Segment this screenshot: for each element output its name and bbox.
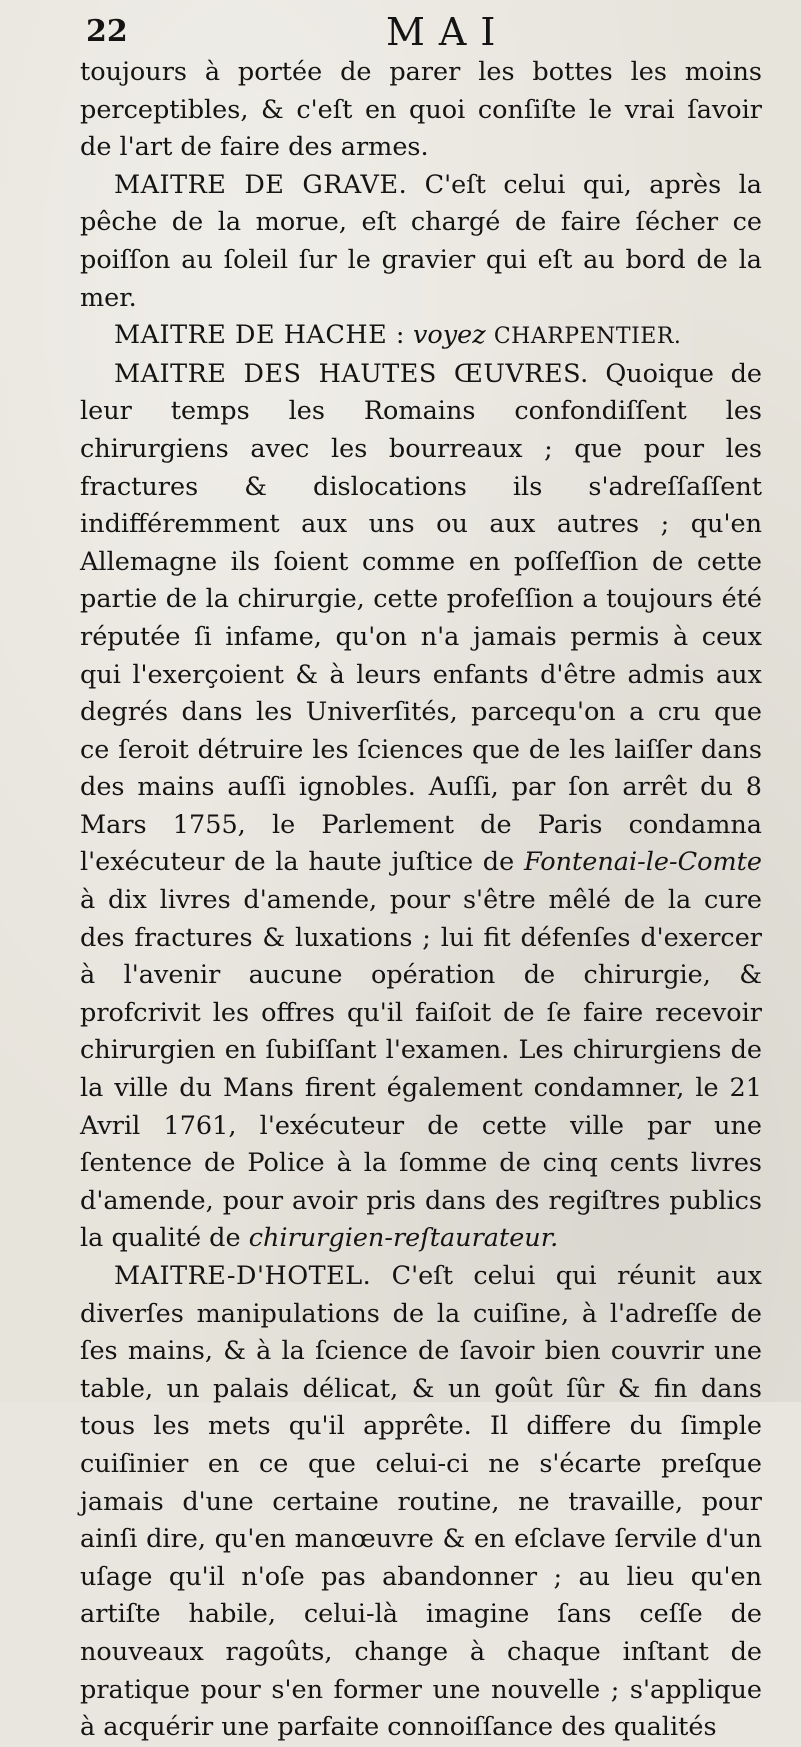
place-name-italic: Fontenai-le-Comte [523,847,762,878]
page-number: 22 [86,14,128,49]
title-italic: chirurgien-reſtaurateur. [248,1223,559,1254]
entry-heading: MAITRE DE GRAVE. [114,169,408,200]
entry-text-continued: à dix livres d'amende, pour s'être mêlé de la cure des fractures & luxations ; lui fit défenſes d'exercer à l'avenir aucune opération de chirurgie, & profcrivit les offres qu'il faiſoit de ſe faire recevoir chirurgien en ſubiſſant l'examen. Les chirurgiens de la ville du Mans firent également condamner, le 21 Avril 1761, l'exécuteur de cette ville par une ſentence de Police à la ſomme de cinq cents livres d'amende, pour avoir pris dans des regiſtres publics la qualité de [80,885,762,1254]
entry-text: Quoique de leur temps les Romains confondiſſent les chirurgiens avec les bourreaux ; que pour les fractures & dislocations ils s'adreſſaſſent indifféremment aux uns ou aux autres ; qu'en Allemagne ils ſoient comme en poſſeſſion de cette partie de la chirurgie, cette profeſſion a toujours été réputée ſi infame, qu'on n'a jamais permis à ceux qui l'exerçoient & à leurs enfants d'être admis aux degrés dans les Univerſités, parcequ'on a cru que ce ſeroit détruire les ſciences que de les laiſſer dans des mains auſſi ignobles. Auſſi, par ſon arrêt du 8 Mars 1755, le Parlement de Paris condamna l'exécuteur de la haute juſtice de [80,358,762,878]
see-reference-label: voyez [404,320,494,351]
entry-maitre-de-hache [80,317,762,356]
entry-maitre-des-hautes-oeuvres [80,356,762,1258]
entry-maitre-de-grave [80,167,762,317]
entry-heading: MAITRE DES HAUTES ŒUVRES. [114,358,589,389]
body-text [80,54,762,1747]
entry-maitre-d-hotel [80,1258,762,1747]
running-head: MAI [386,10,510,54]
entry-heading: MAITRE-D'HOTEL. [114,1261,372,1291]
paragraph-text: toujours à portée de parer les bottes les moins perceptibles, & c'eſt en quoi conſiſte le vrai ſavoir de l'art de faire des armes. [80,57,762,163]
page-header [76,10,756,54]
entry-heading: MAITRE DE HACHE : [114,320,405,351]
cross-reference: CHARPENTIER. [493,324,682,350]
paragraph-continuation [80,54,762,167]
entry-text: C'eſt celui qui, après la pêche de la morue, eſt chargé de faire ſécher ce poiſſon au ſoleil ſur le gravier qui eſt au bord de la mer. [80,169,762,313]
entry-text: C'eſt celui qui réunit aux diverſes manipulations de la cuiſine, à l'adreſſe de ſes mains, & à la ſcience de ſavoir bien couvrir une table, un palais délicat, & un goût ſûr & fin dans tous les mets qu'il apprête. Il differe du ſimple cuiſinier en ce que celui-ci ne s'écarte preſque jamais d'une certaine routine, ne travaille, pour ainſi dire, qu'en manœuvre & en eſclave ſervile d'un uſage qu'il n'oſe pas abandonner ; au lieu qu'en artiſte habile, celui-là imagine ſans ceſſe de nouveaux ragoûts, change à chaque inſtant de pratique pour s'en former une nouvelle ; s'applique à acquérir une parfaite connoiſſance des qualités [80,1261,762,1743]
